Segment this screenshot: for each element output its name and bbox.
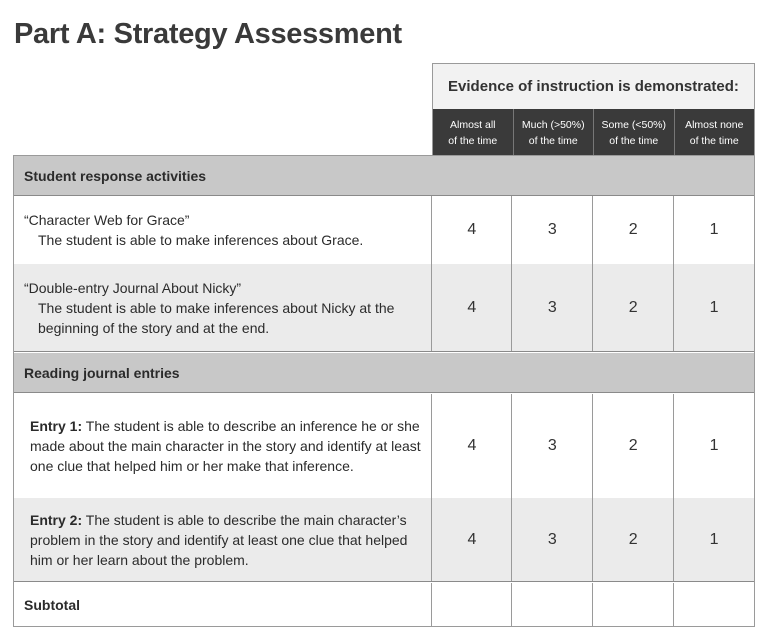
section-label: Student response activities	[24, 167, 207, 184]
subtotal-cell[interactable]	[592, 583, 673, 626]
column-header-line: Almost all	[449, 118, 496, 131]
table-row	[14, 498, 754, 582]
section-label: Reading journal entries	[24, 364, 180, 381]
assessment-table	[13, 63, 755, 627]
column-header-line: Some (<50%)	[601, 118, 666, 131]
score-cell: 3	[511, 498, 592, 581]
entry-lead: Entry 2:	[30, 511, 83, 528]
page-title: Part A: Strategy Assessment	[14, 18, 402, 50]
subtotal-cell[interactable]	[511, 583, 592, 626]
item-description: The student is able to make inferences about Nicky at the beginning of the story and at the end.	[38, 299, 395, 336]
score-cell: 4	[431, 264, 511, 351]
item-description: The student is able to make inferences about Grace.	[38, 232, 364, 248]
entry-text: The student is able to describe the main character’s problem in the story and identify at least one clue that helped him or her learn about the problem.	[30, 511, 408, 568]
entry-lead: Entry 1:	[30, 418, 83, 434]
score-cell: 4	[431, 196, 511, 264]
subtotal-row	[14, 583, 754, 626]
score-cell: 3	[511, 196, 592, 264]
column-header-line: of the time	[609, 134, 659, 147]
score-cell: 4	[431, 498, 511, 581]
evidence-header	[432, 63, 755, 155]
item-label	[14, 394, 431, 498]
score-cell: 1	[673, 264, 754, 351]
table-body	[13, 155, 755, 627]
score-cell: 1	[673, 498, 754, 581]
score-cell: 3	[511, 394, 592, 498]
column-header-almost-all	[433, 109, 513, 156]
column-headers	[433, 109, 754, 156]
score-cell: 2	[592, 394, 673, 498]
column-header-line: of the time	[689, 134, 739, 147]
score-cell: 4	[431, 394, 511, 498]
score-cell: 2	[592, 498, 673, 581]
table-row	[14, 264, 754, 352]
column-header-some	[593, 109, 674, 156]
item-label	[14, 264, 431, 351]
item-description	[30, 416, 421, 476]
column-header-much	[513, 109, 594, 156]
table-row	[14, 394, 754, 498]
score-cell: 2	[592, 264, 673, 351]
column-header-line: of the time	[448, 134, 498, 147]
item-title: “Double-entry Journal About Nicky”	[24, 279, 242, 296]
entry-text: The student is able to describe an inference he or she made about the main character in the story and identify at least one clue that helped him or her make that inference.	[30, 418, 421, 474]
evidence-header-title: Evidence of instruction is demonstrated:	[448, 78, 739, 95]
item-title: “Character Web for Grace”	[24, 212, 190, 228]
score-cell: 1	[673, 394, 754, 498]
subtotal-cell[interactable]	[673, 583, 754, 626]
subtotal-cell[interactable]	[431, 583, 511, 626]
section-row-reading-journal	[14, 353, 754, 393]
column-header-line: of the time	[528, 134, 578, 147]
section-row-student-response	[14, 156, 754, 196]
table-row	[14, 196, 754, 264]
score-cell: 3	[511, 264, 592, 351]
item-label	[14, 498, 431, 581]
column-header-almost-none	[674, 109, 755, 156]
item-label	[14, 196, 431, 264]
score-cell: 1	[673, 196, 754, 264]
score-cell: 2	[592, 196, 673, 264]
column-header-line: Much (>50%)	[521, 118, 585, 131]
column-header-line: Almost none	[685, 118, 744, 131]
subtotal-label: Subtotal	[24, 596, 80, 613]
item-description	[30, 510, 421, 570]
